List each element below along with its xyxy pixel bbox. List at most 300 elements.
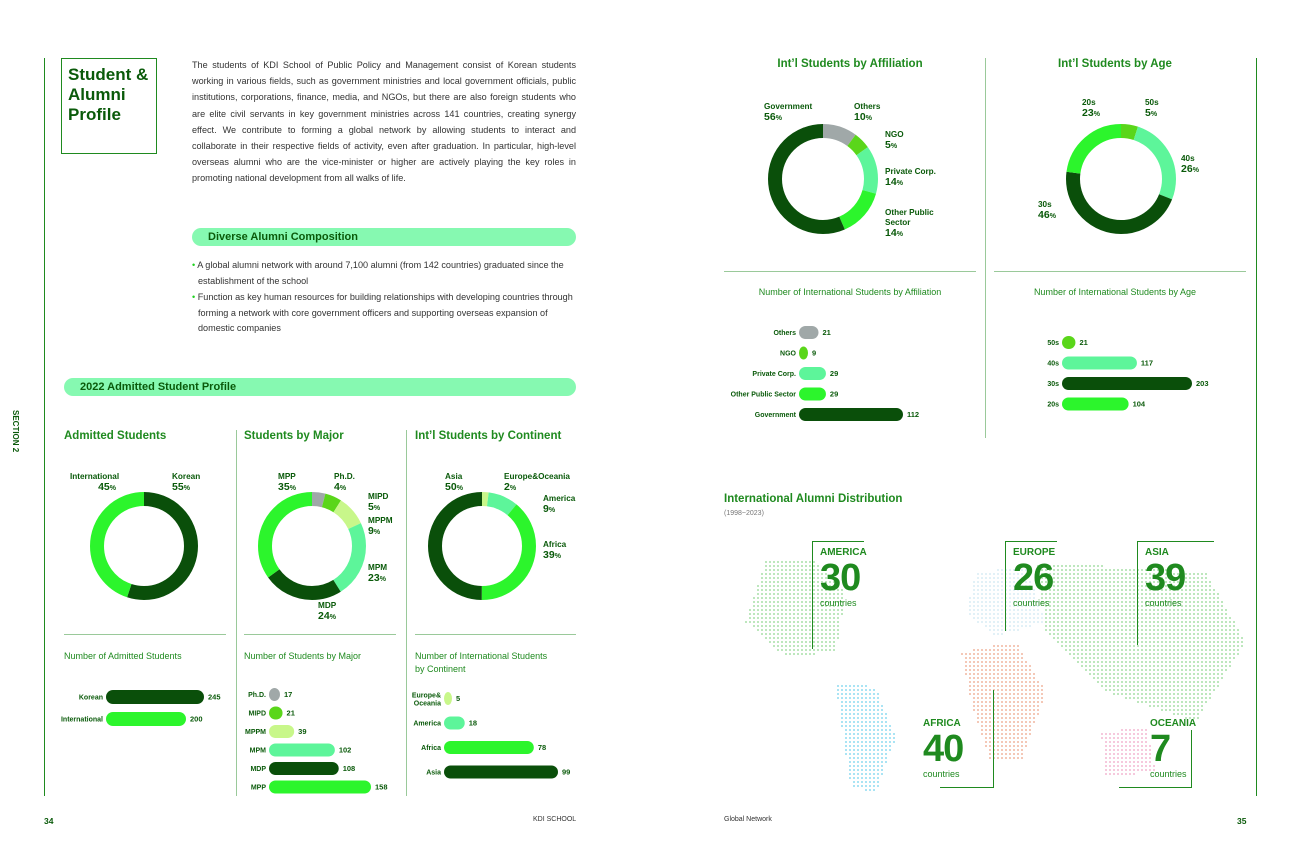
map-dot <box>769 605 771 607</box>
map-dot <box>877 709 879 711</box>
map-dot <box>1089 585 1091 587</box>
map-dot <box>809 621 811 623</box>
map-dot <box>1001 577 1003 579</box>
map-dot <box>1141 669 1143 671</box>
map-dot <box>801 589 803 591</box>
map-dot <box>1093 577 1095 579</box>
map-dot <box>801 561 803 563</box>
map-dot <box>1141 701 1143 703</box>
map-dot <box>785 633 787 635</box>
map-dot <box>873 721 875 723</box>
map-dot <box>777 589 779 591</box>
map-dot <box>881 749 883 751</box>
map-dot <box>865 701 867 703</box>
map-dot <box>785 645 787 647</box>
map-dot <box>877 769 879 771</box>
map-dot <box>1021 725 1023 727</box>
map-dot <box>881 761 883 763</box>
map-dot <box>1009 721 1011 723</box>
map-dot <box>1197 693 1199 695</box>
map-dot <box>1101 613 1103 615</box>
map-dot <box>841 717 843 719</box>
map-dot <box>1189 713 1191 715</box>
map-dot <box>1033 693 1035 695</box>
map-dot <box>805 609 807 611</box>
map-dot <box>885 745 887 747</box>
map-dot <box>1209 645 1211 647</box>
map-dot <box>1169 705 1171 707</box>
map-dot <box>873 785 875 787</box>
map-dot <box>1153 697 1155 699</box>
pie-label: International 45% <box>70 472 120 493</box>
map-dot <box>861 697 863 699</box>
map-dot <box>777 649 779 651</box>
map-dot <box>1145 697 1147 699</box>
map-dot <box>1177 689 1179 691</box>
map-dot <box>869 785 871 787</box>
map-dot <box>1101 649 1103 651</box>
map-dot <box>1005 717 1007 719</box>
map-dot <box>1105 757 1107 759</box>
map-dot <box>1065 577 1067 579</box>
map-dot <box>981 653 983 655</box>
map-dot <box>1061 565 1063 567</box>
bar-category-label: 30s <box>1047 381 1059 388</box>
map-dot <box>1109 753 1111 755</box>
map-dot <box>1089 633 1091 635</box>
map-dot <box>1069 601 1071 603</box>
map-dot <box>1081 657 1083 659</box>
map-dot <box>973 661 975 663</box>
map-dot <box>1121 633 1123 635</box>
map-dot <box>873 769 875 771</box>
map-dot <box>1145 645 1147 647</box>
map-dot <box>1081 601 1083 603</box>
map-dot <box>849 685 851 687</box>
map-dot <box>753 609 755 611</box>
map-dot <box>881 713 883 715</box>
map-dot <box>1125 581 1127 583</box>
map-dot <box>1197 645 1199 647</box>
map-dot <box>989 649 991 651</box>
map-dot <box>1193 681 1195 683</box>
bullet-dot-icon: • <box>192 292 198 302</box>
map-dot <box>1125 693 1127 695</box>
map-dot <box>1181 701 1183 703</box>
map-dot <box>793 633 795 635</box>
map-dot <box>865 757 867 759</box>
distribution-subtitle: (1998~2023) <box>724 510 764 517</box>
bar-category-label: 50s <box>1047 340 1059 347</box>
map-dot <box>797 565 799 567</box>
map-dot <box>1161 681 1163 683</box>
map-dot <box>873 737 875 739</box>
map-dot <box>1025 661 1027 663</box>
map-dot <box>1209 653 1211 655</box>
map-dot <box>1009 677 1011 679</box>
map-dot <box>1109 649 1111 651</box>
map-dot <box>1205 661 1207 663</box>
bar-title-age: Number of International Students by Age <box>1033 287 1197 297</box>
map-dot <box>1189 673 1191 675</box>
map-dot <box>1001 673 1003 675</box>
bar-category-label: MPPM <box>245 729 266 736</box>
map-dot <box>1113 689 1115 691</box>
map-dot <box>1213 689 1215 691</box>
map-dot <box>865 693 867 695</box>
map-dot <box>1001 601 1003 603</box>
map-dot <box>1001 597 1003 599</box>
map-dot <box>1113 773 1115 775</box>
map-dot <box>1061 613 1063 615</box>
map-dot <box>801 633 803 635</box>
map-dot <box>977 605 979 607</box>
map-dot <box>1109 629 1111 631</box>
map-dot <box>1197 681 1199 683</box>
map-dot <box>885 761 887 763</box>
map-dot <box>1157 673 1159 675</box>
map-dot <box>849 741 851 743</box>
map-dot <box>781 593 783 595</box>
map-dot <box>1073 593 1075 595</box>
map-dot <box>1129 581 1131 583</box>
map-dot <box>989 661 991 663</box>
map-dot <box>1173 693 1175 695</box>
map-dot <box>1013 721 1015 723</box>
map-dot <box>773 589 775 591</box>
map-dot <box>1181 649 1183 651</box>
map-dot <box>1145 685 1147 687</box>
map-dot <box>785 585 787 587</box>
map-dot <box>977 673 979 675</box>
map-dot <box>1113 657 1115 659</box>
map-dot <box>1057 573 1059 575</box>
map-dot <box>1069 589 1071 591</box>
map-dot <box>1073 605 1075 607</box>
bullet-item <box>192 290 576 337</box>
map-dot <box>761 605 763 607</box>
map-dot <box>1093 609 1095 611</box>
map-dot <box>1093 653 1095 655</box>
map-dot <box>1149 669 1151 671</box>
map-dot <box>997 741 999 743</box>
map-dot <box>1149 681 1151 683</box>
map-dot <box>1025 685 1027 687</box>
map-dot <box>1005 653 1007 655</box>
map-dot <box>977 585 979 587</box>
map-dot <box>977 681 979 683</box>
map-dot <box>1033 677 1035 679</box>
map-dot <box>797 561 799 563</box>
map-dot <box>993 685 995 687</box>
map-dot <box>989 621 991 623</box>
map-dot <box>877 693 879 695</box>
map-dot <box>1129 609 1131 611</box>
map-dot <box>793 641 795 643</box>
map-dot <box>1105 621 1107 623</box>
map-dot <box>1089 641 1091 643</box>
map-dot <box>1089 597 1091 599</box>
map-dot <box>989 597 991 599</box>
map-dot <box>1101 601 1103 603</box>
map-dot <box>757 593 759 595</box>
map-dot <box>1061 573 1063 575</box>
map-dot <box>805 597 807 599</box>
map-dot <box>789 585 791 587</box>
bar-value-label: 21 <box>1079 338 1088 348</box>
pie-label: Other Public Sector 14% <box>885 208 934 239</box>
map-dot <box>1029 685 1031 687</box>
map-dot <box>1193 657 1195 659</box>
map-dot <box>1081 633 1083 635</box>
map-dot <box>1225 649 1227 651</box>
map-dot <box>1105 617 1107 619</box>
map-dot <box>1009 753 1011 755</box>
map-dot <box>853 701 855 703</box>
map-dot <box>1005 665 1007 667</box>
map-dot <box>969 661 971 663</box>
map-dot <box>1073 653 1075 655</box>
map-dot <box>1133 661 1135 663</box>
map-dot <box>881 737 883 739</box>
map-dot <box>861 721 863 723</box>
map-dot <box>781 561 783 563</box>
map-dot <box>1217 665 1219 667</box>
map-dot <box>1189 701 1191 703</box>
map-dot <box>1109 681 1111 683</box>
map-dot <box>993 585 995 587</box>
map-dot <box>769 593 771 595</box>
map-dot <box>805 561 807 563</box>
map-dot <box>853 725 855 727</box>
map-dot <box>1129 625 1131 627</box>
map-dot <box>805 601 807 603</box>
map-dot <box>849 693 851 695</box>
map-dot <box>845 713 847 715</box>
map-dot <box>873 733 875 735</box>
map-dot <box>845 705 847 707</box>
map-dot <box>1109 737 1111 739</box>
map-dot <box>805 613 807 615</box>
map-dot <box>1033 697 1035 699</box>
map-dot <box>873 729 875 731</box>
map-dot <box>805 617 807 619</box>
map-dot <box>853 721 855 723</box>
bar-value-label: 200 <box>190 714 203 724</box>
map-dot <box>1113 573 1115 575</box>
map-dot <box>801 593 803 595</box>
map-dot <box>985 665 987 667</box>
map-dot <box>1113 569 1115 571</box>
map-dot <box>1017 665 1019 667</box>
map-dot <box>781 621 783 623</box>
map-dot <box>1221 621 1223 623</box>
map-dot <box>1077 641 1079 643</box>
map-dot <box>1017 717 1019 719</box>
map-dot <box>1073 645 1075 647</box>
map-dot <box>1109 653 1111 655</box>
map-dot <box>757 585 759 587</box>
map-dot <box>1105 769 1107 771</box>
map-dot <box>1077 585 1079 587</box>
map-dot <box>973 649 975 651</box>
map-dot <box>1157 669 1159 671</box>
map-dot <box>805 637 807 639</box>
map-dot <box>997 597 999 599</box>
map-dot <box>1121 577 1123 579</box>
bar-category-label: MPM <box>249 747 266 755</box>
map-dot <box>865 773 867 775</box>
map-dot <box>1177 649 1179 651</box>
map-dot <box>1229 665 1231 667</box>
map-dot <box>1145 693 1147 695</box>
map-dot <box>1189 681 1191 683</box>
bar-chart-age <box>1008 336 1236 416</box>
map-dot <box>965 669 967 671</box>
bar-value-label: 203 <box>1196 379 1209 389</box>
map-dot <box>1177 701 1179 703</box>
map-dot <box>1073 585 1075 587</box>
map-dot <box>1105 653 1107 655</box>
bar <box>444 717 465 730</box>
map-dot <box>793 569 795 571</box>
map-dot <box>1097 565 1099 567</box>
page-title-line: Profile <box>68 105 121 124</box>
map-dot <box>1165 689 1167 691</box>
map-dot <box>1081 577 1083 579</box>
map-dot <box>1041 701 1043 703</box>
column-divider <box>236 430 237 796</box>
map-dot <box>1173 677 1175 679</box>
map-dot <box>981 597 983 599</box>
map-dot <box>1057 641 1059 643</box>
map-dot <box>805 569 807 571</box>
map-dot <box>1221 649 1223 651</box>
map-dot <box>877 745 879 747</box>
map-dot <box>1157 649 1159 651</box>
bar <box>269 762 339 775</box>
map-dot <box>761 629 763 631</box>
map-dot <box>1113 637 1115 639</box>
map-dot <box>1205 669 1207 671</box>
map-dot <box>1117 581 1119 583</box>
center-divider <box>985 58 986 438</box>
map-dot <box>1101 577 1103 579</box>
map-dot <box>885 721 887 723</box>
map-dot <box>873 745 875 747</box>
map-dot <box>761 609 763 611</box>
map-dot <box>1133 601 1135 603</box>
map-dot <box>1077 597 1079 599</box>
map-dot <box>1209 693 1211 695</box>
map-dot <box>801 609 803 611</box>
map-dot <box>1021 709 1023 711</box>
map-dot <box>1089 629 1091 631</box>
map-dot <box>1129 681 1131 683</box>
map-dot <box>1217 645 1219 647</box>
map-dot <box>1021 757 1023 759</box>
map-dot <box>1121 589 1123 591</box>
map-dot <box>1101 609 1103 611</box>
map-dot <box>745 621 747 623</box>
map-dot <box>993 673 995 675</box>
map-dot <box>1221 609 1223 611</box>
map-dot <box>1205 645 1207 647</box>
map-dot <box>1169 677 1171 679</box>
map-dot <box>977 597 979 599</box>
map-dot <box>1125 669 1127 671</box>
map-dot <box>1193 689 1195 691</box>
map-dot <box>797 577 799 579</box>
map-dot <box>1085 597 1087 599</box>
map-dot <box>785 641 787 643</box>
map-dot <box>1093 565 1095 567</box>
map-dot <box>1113 625 1115 627</box>
map-dot <box>1097 629 1099 631</box>
map-dot <box>1009 725 1011 727</box>
map-dot <box>1009 653 1011 655</box>
map-dot <box>1077 649 1079 651</box>
map-dot <box>981 621 983 623</box>
map-dot <box>777 621 779 623</box>
map-dot <box>1157 685 1159 687</box>
map-dot <box>849 697 851 699</box>
map-dot <box>845 701 847 703</box>
bar-chart-continent <box>411 692 576 792</box>
map-dot <box>985 617 987 619</box>
map-dot <box>857 717 859 719</box>
footer-right: Global Network <box>724 816 772 823</box>
map-dot <box>1133 625 1135 627</box>
map-dot <box>1129 649 1131 651</box>
map-dot <box>1169 669 1171 671</box>
bar <box>106 712 186 726</box>
map-dot <box>1121 689 1123 691</box>
map-dot <box>1101 617 1103 619</box>
map-dot <box>1165 661 1167 663</box>
map-dot <box>789 621 791 623</box>
map-dot <box>1069 569 1071 571</box>
map-dot <box>973 593 975 595</box>
map-dot <box>1165 677 1167 679</box>
map-dot <box>1141 665 1143 667</box>
map-dot <box>1073 625 1075 627</box>
map-dot <box>785 589 787 591</box>
map-dot <box>1021 749 1023 751</box>
map-dot <box>769 609 771 611</box>
map-dot <box>865 785 867 787</box>
map-dot <box>1085 661 1087 663</box>
map-dot <box>969 669 971 671</box>
map-dot <box>1029 697 1031 699</box>
map-dot <box>1237 649 1239 651</box>
map-dot <box>1069 585 1071 587</box>
map-dot <box>789 629 791 631</box>
map-dot <box>1161 645 1163 647</box>
map-dot <box>857 785 859 787</box>
map-dot <box>1021 745 1023 747</box>
map-dot <box>1021 689 1023 691</box>
map-dot <box>789 609 791 611</box>
map-dot <box>1085 569 1087 571</box>
map-dot <box>1001 669 1003 671</box>
map-dot <box>869 737 871 739</box>
map-dot <box>1005 673 1007 675</box>
map-dot <box>1061 569 1063 571</box>
map-dot <box>1125 661 1127 663</box>
map-dot <box>869 697 871 699</box>
map-dot <box>1081 589 1083 591</box>
